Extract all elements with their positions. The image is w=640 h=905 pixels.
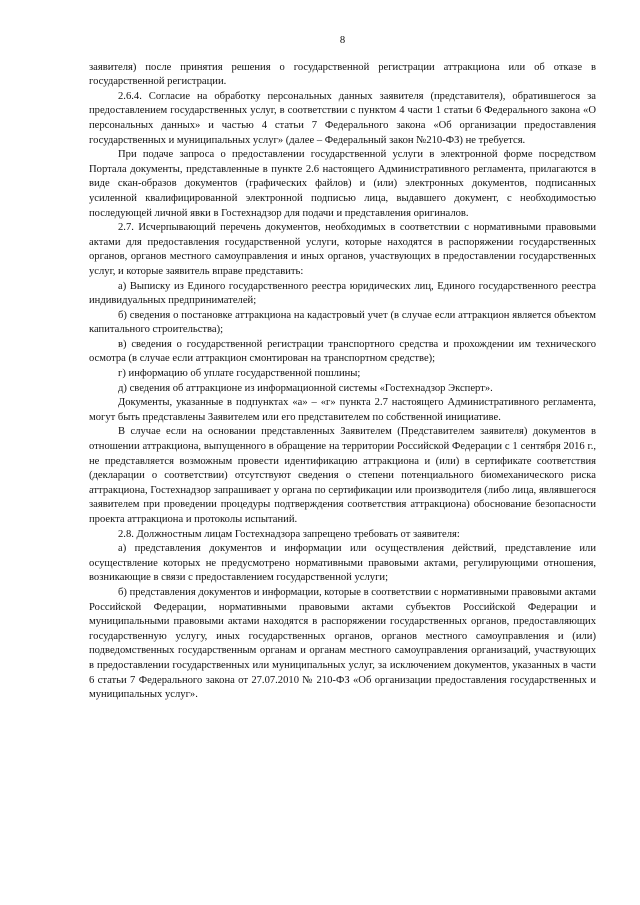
paragraph: б) представления документов и информации, которые в соответствии с нормативными правовыми актами Российской Федерации, нормативными правовыми актами субъектов Российской Федерации и муниципальными правовыми актами находятся в распоряжении государственных органов, предоставляющих государственную услугу, иных государственных органов, органов местного самоуправления и (или) подведомственных государственным органам и органам местного самоуправления организаций, участвующих в предоставлении государственных или муниципальных услуг, за исключением документов, указанных в части 6 статьи 7 Федерального закона от 27.07.2010 № 210-ФЗ «Об организации предоставления государственных и муниципальных услуг».: [89, 586, 596, 701]
paragraph: В случае если на основании представленных Заявителем (Представителем заявителя) документов в отношении аттракциона, выпущенного в обращение на территории Российской Федерации с 1 сентября 2016 г., не представляется возможным провести идентификацию аттракциона и (или) в сертификате соответствия (декларации о соответствии) отсутствуют сведения о степени потенциального биомеханического риска аттракциона, Гостехнадзор запрашивает у органа по сертификации или производителя (либо лица, являвшегося заявителем при проведении процедуры подтверждения соответствия аттракциона) обоснование безопасности проекта аттракциона и протоколы испытаний.: [89, 426, 596, 525]
page-number: 8: [339, 35, 346, 46]
paragraph: б) сведения о постановке аттракциона на кадастровый учет (в случае если аттракцион является объектом капитального строительства);: [89, 309, 596, 336]
paragraph: заявителя) после принятия решения о государственной регистрации аттракциона или об отказе в государственной регистрации.: [89, 61, 596, 88]
paragraph: 2.7. Исчерпывающий перечень документов, необходимых в соответствии с нормативными правовыми актами для предоставления государственной услуги, которые находятся в распоряжении государственных органов, органов местного самоуправления и иных органов, участвующих в предоставлении государственных услуг, и которые заявитель вправе представить:: [89, 222, 596, 277]
document-page: [89, 34, 596, 703]
paragraph: При подаче запроса о предоставлении государственной услуги в электронной форме посредством Портала документы, представленные в пункте 2.6 настоящего Административного регламента, прилагаются в виде скан-образов документов (графических файлов) и (или) электронных документов, подписанных усиленной квалифицированной электронной подписью лица, выдавшего документ, с необходимостью последующей личной явки в Гостехнадзор для подачи и представления оригиналов.: [89, 149, 596, 219]
paragraph: а) представления документов и информации или осуществления действий, представление или осуществление которых не предусмотрено нормативными правовыми актами, регулирующими отношения, возникающие в связи с предоставлением государственной услуги;: [89, 543, 596, 584]
document-body: [89, 61, 596, 703]
paragraph: 2.6.4. Согласие на обработку персональных данных заявителя (представителя), обратившегося за предоставлением государственных услуг, в соответствии с пунктом 4 части 1 статьи 6 Федерального закона «О персональных данных» и частью 4 статьи 7 Федерального закона «Об организации предоставления государственных и муниципальных услуг» (далее – Федеральный закон №210-ФЗ) не требуется.: [89, 90, 596, 146]
paragraph: д) сведения об аттракционе из информационной системы «Гостехнадзор Эксперт».: [118, 382, 493, 394]
paragraph: а) Выписку из Единого государственного реестра юридических лиц, Единого государственного реестра индивидуальных предпринимателей;: [89, 280, 596, 307]
paragraph: Документы, указанные в подпунктах «а» – «г» пункта 2.7 настоящего Административного регламента, могут быть представлены Заявителем или его представителем по собственной инициативе.: [89, 397, 596, 423]
paragraph: г) информацию об уплате государственной пошлины;: [118, 368, 361, 380]
paragraph: в) сведения о государственной регистрации транспортного средства и прохождении им технического осмотра (в случае если аттракцион смонтирован на транспортном средстве);: [89, 338, 596, 365]
paragraph: 2.8. Должностным лицам Гостехнадзора запрещено требовать от заявителя:: [118, 528, 460, 540]
